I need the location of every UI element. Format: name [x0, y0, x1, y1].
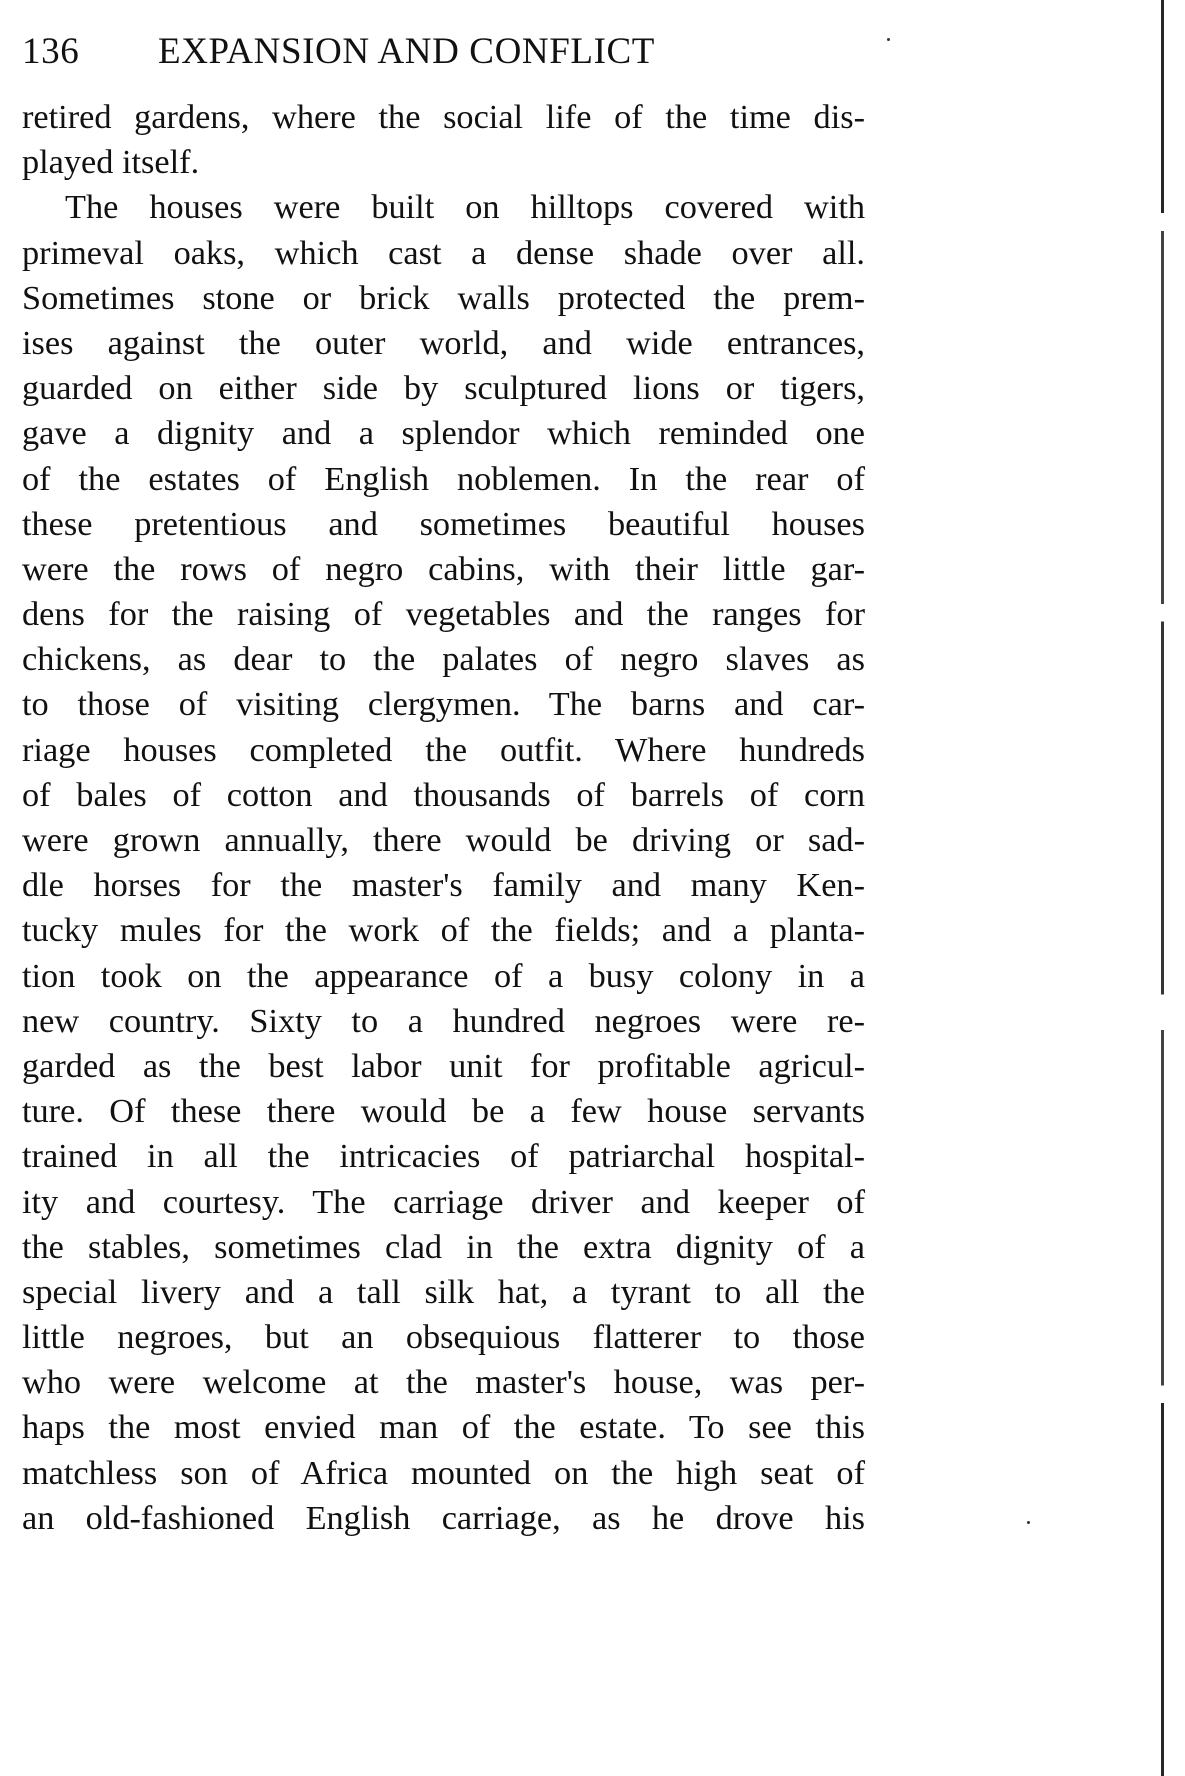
text-line: tion took on the appearance of a busy colony in a [22, 956, 865, 995]
text-line: ity and courtesy. The carriage driver and keeper of [22, 1182, 865, 1221]
text-line: dens for the raising of vegetables and the ranges for [22, 595, 865, 634]
scan-speck [887, 38, 890, 41]
text-line: of the estates of English noblemen. In the rear of [22, 459, 865, 498]
text-line: little negroes, but an obsequious flatterer to those [22, 1318, 865, 1357]
text-line: special livery and a tall silk hat, a tyrant to all the [22, 1272, 865, 1311]
text-line: garded as the best labor unit for profitable agricul- [22, 1046, 865, 1085]
text-line: guarded on either side by sculptured lions or tigers, [22, 369, 865, 408]
text-line: matchless son of Africa mounted on the high seat of [22, 1453, 865, 1492]
scanned-page-edge [1161, 0, 1164, 1776]
text-line: chickens, as dear to the palates of negro slaves as [22, 640, 865, 679]
scan-speck [1027, 1521, 1030, 1524]
text-line: of bales of cotton and thousands of barrels of corn [22, 775, 865, 814]
text-line: these pretentious and sometimes beautiful houses [22, 504, 865, 543]
text-line: The houses were built on hilltops covered with [65, 188, 865, 227]
text-line: retired gardens, where the social life of the time dis- [22, 98, 865, 136]
text-line: played itself. [22, 143, 200, 182]
text-line: new country. Sixty to a hundred negroes were re- [22, 1001, 865, 1040]
text-line: tucky mules for the work of the fields; and a planta- [22, 911, 865, 950]
text-line: haps the most envied man of the estate. To see this [22, 1408, 865, 1447]
running-title: EXPANSION AND CONFLICT [158, 31, 656, 72]
text-line: were the rows of negro cabins, with their little gar- [22, 549, 865, 588]
text-line: gave a dignity and a splendor which reminded one [22, 414, 865, 453]
text-line: ises against the outer world, and wide entrances, [22, 323, 865, 362]
text-line: Sometimes stone or brick walls protected the prem- [22, 278, 865, 317]
text-line: dle horses for the master's family and many Ken- [22, 866, 865, 905]
page-number: 136 [22, 31, 80, 72]
text-line: primeval oaks, which cast a dense shade over all. [22, 233, 865, 272]
text-line: the stables, sometimes clad in the extra dignity of a [22, 1227, 865, 1266]
text-line: riage houses completed the outfit. Where hundreds [22, 730, 865, 769]
text-line: were grown annually, there would be driving or sad- [22, 821, 865, 859]
page-header [22, 28, 862, 76]
text-line: trained in all the intricacies of patriarchal hospital- [22, 1137, 865, 1176]
body-text [22, 95, 865, 1541]
text-line: to those of visiting clergymen. The barns and car- [22, 685, 865, 724]
text-line: who were welcome at the master's house, was per- [22, 1363, 865, 1402]
text-line: an old-fashioned English carriage, as he drove his [22, 1498, 865, 1537]
text-line: ture. Of these there would be a few house servants [22, 1092, 865, 1131]
